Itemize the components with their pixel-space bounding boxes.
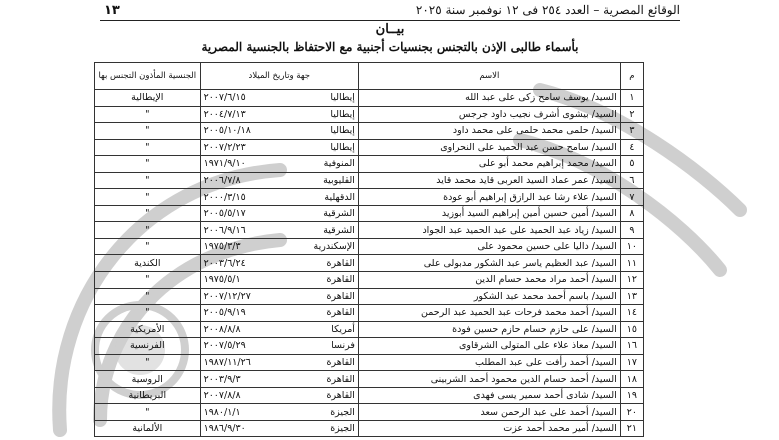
row-number: ١٢	[620, 272, 643, 289]
table-row	[95, 404, 644, 421]
birth-cell	[200, 338, 358, 355]
person-name: السيد/ أمير محمد أحمد عزت	[358, 420, 620, 437]
table-row	[95, 387, 644, 404]
table-body	[95, 90, 644, 437]
birth-date: ٢٠٠٧/٦/١٥	[203, 92, 246, 104]
person-name: السيد/ باسم أحمد محمد عبد الشكور	[358, 288, 620, 305]
header-nationality: الجنسية المأذون التجنس بها	[95, 63, 201, 90]
person-name: السيد/ يوسف سامح زكى على عبد الله	[358, 90, 620, 107]
birth-cell	[200, 255, 358, 272]
birth-place: إيطاليا	[330, 125, 355, 137]
birth-place: القاهرة	[326, 307, 355, 319]
nationality: الألمانية	[95, 420, 201, 437]
person-name: السيد/ معاذ علاء على المتولى الشرقاوى	[358, 338, 620, 355]
birth-cell	[200, 90, 358, 107]
table-row	[95, 156, 644, 173]
birth-date: ١٩٨٧/١١/٢٦	[203, 357, 251, 369]
table-row	[95, 205, 644, 222]
birth-date: ٢٠٠٣/٦/٢٤	[203, 257, 246, 269]
nationality: "	[95, 305, 201, 322]
page-number: ١٣	[104, 2, 120, 18]
birth-place: إيطاليا	[330, 92, 355, 104]
row-number: ١٣	[620, 288, 643, 305]
birth-date: ١٩٧٥/٣/٣	[203, 241, 241, 253]
birth-cell	[200, 371, 358, 388]
birth-date: ٢٠٠٦/٧/٨	[203, 175, 241, 186]
row-number: ١٤	[620, 305, 643, 322]
birth-cell	[200, 305, 358, 322]
nationality: البريطانية	[95, 387, 201, 404]
birth-date: ٢٠٠٧/٥/٢٩	[203, 340, 246, 352]
table-header-row	[95, 63, 644, 90]
nationality: "	[95, 205, 201, 222]
names-table	[94, 62, 644, 437]
birth-place: القاهرة	[326, 390, 355, 402]
birth-place: المنوفية	[323, 158, 355, 170]
table-row	[95, 222, 644, 239]
row-number: ٢	[620, 106, 643, 123]
publication-line: الوقائع المصرية – العدد ٢٥٤ فى ١٢ نوفمبر سنة ٢٠٢٥	[415, 3, 680, 17]
table-row	[95, 305, 644, 322]
birth-cell	[200, 222, 358, 239]
birth-date: ٢٠٠٧/٨/٨	[203, 390, 241, 402]
person-name: السيد/ سامح حسن عبد الحميد على النحراوى	[358, 139, 620, 156]
person-name: السيد/ أحمد حسام الدين محمود أحمد الشربينى	[358, 371, 620, 388]
nationality: "	[95, 189, 201, 206]
birth-date: ٢٠٠٠/٣/١٥	[203, 191, 246, 203]
row-number: ١٧	[620, 354, 643, 371]
document-subtitle: بأسماء طالبى الإذن بالتجنس بجنسيات أجنبية مع الاحتفاظ بالجنسية المصرية	[201, 40, 579, 54]
person-name: السيد/ داليا على حسين محمود على	[358, 238, 620, 255]
row-number: ٧	[620, 189, 643, 206]
row-number: ٢٠	[620, 404, 643, 421]
person-name: السيد/ عبد العظيم ياسر عبد الشكور مدبولى على	[358, 255, 620, 272]
table-row	[95, 354, 644, 371]
birth-date: ١٩٧١/٩/١٠	[203, 158, 246, 170]
person-name: السيد/ أحمد رأفت على عبد المطلب	[358, 354, 620, 371]
person-name: السيد/ أحمد على عبد الرحمن سعد	[358, 404, 620, 421]
birth-place: إيطاليا	[330, 108, 355, 120]
birth-place: الشرقية	[323, 224, 355, 236]
person-name: السيد/ على حازم حسام حازم حسين فودة	[358, 321, 620, 338]
document-title: بيــان	[375, 22, 405, 37]
birth-place: القليوبية	[323, 175, 355, 186]
nationality: الإيطالية	[95, 90, 201, 107]
birth-date: ٢٠٠٤/٧/١٣	[203, 108, 246, 120]
birth-date: ٢٠٠٦/٩/١٦	[203, 224, 246, 236]
person-name: السيد/ علاء رشا عبد الرازق إبراهيم أبو عودة	[358, 189, 620, 206]
birth-date: ٢٠٠٨/٨/٨	[203, 323, 241, 335]
birth-cell	[200, 123, 358, 140]
nationality: "	[95, 139, 201, 156]
birth-place: القاهرة	[326, 357, 355, 369]
birth-place: أمريكا	[331, 323, 355, 335]
table-row	[95, 338, 644, 355]
nationality: "	[95, 123, 201, 140]
table-row	[95, 371, 644, 388]
nationality: "	[95, 238, 201, 255]
birth-cell	[200, 172, 358, 189]
nationality: الكندية	[95, 255, 201, 272]
row-number: ٩	[620, 222, 643, 239]
table-row	[95, 288, 644, 305]
birth-cell	[200, 387, 358, 404]
nationality: الأمريكية	[95, 321, 201, 338]
person-name: السيد/ أحمد محمد فرحات عبد الحميد عبد الرحمن	[358, 305, 620, 322]
birth-date: ٢٠٠٥/٥/١٧	[203, 208, 246, 220]
nationality: "	[95, 404, 201, 421]
birth-place: فرنسا	[331, 340, 355, 352]
header-name: الاسم	[358, 63, 620, 90]
birth-cell	[200, 205, 358, 222]
row-number: ٣	[620, 123, 643, 140]
nationality: "	[95, 222, 201, 239]
birth-place: القاهرة	[326, 290, 355, 302]
birth-place: الإسكندرية	[313, 241, 355, 253]
birth-date: ٢٠٠٧/١٢/٢٧	[203, 290, 251, 302]
birth-date: ١٩٨٠/١/١	[203, 406, 241, 418]
nationality: "	[95, 172, 201, 189]
row-number: ١٨	[620, 371, 643, 388]
row-number: ٥	[620, 156, 643, 173]
nationality: "	[95, 106, 201, 123]
row-number: ١٥	[620, 321, 643, 338]
nationality: الروسية	[95, 371, 201, 388]
table-row	[95, 255, 644, 272]
row-number: ١	[620, 90, 643, 107]
page-header	[100, 0, 680, 21]
person-name: السيد/ بيشوى أشرف نجيب داود جرجس	[358, 106, 620, 123]
birth-date: ٢٠٠٧/٢/٢٣	[203, 141, 246, 153]
table-row	[95, 172, 644, 189]
birth-cell	[200, 354, 358, 371]
person-name: السيد/ حلمى محمد حلمى على محمد داود	[358, 123, 620, 140]
birth-cell	[200, 156, 358, 173]
birth-place: إيطاليا	[330, 141, 355, 153]
birth-cell	[200, 272, 358, 289]
table-row	[95, 238, 644, 255]
person-name: السيد/ عمر عماد السيد العربى قايد محمد قايد	[358, 172, 620, 189]
birth-place: الشرقية	[323, 208, 355, 220]
person-name: السيد/ زياد عبد الحميد على عبد الحميد عبد الجواد	[358, 222, 620, 239]
row-number: ١٩	[620, 387, 643, 404]
nationality: "	[95, 288, 201, 305]
birth-cell	[200, 106, 358, 123]
birth-cell	[200, 288, 358, 305]
table-row	[95, 272, 644, 289]
row-number: ١٦	[620, 338, 643, 355]
birth-place: القاهرة	[326, 274, 355, 286]
birth-date: ١٩٧٥/٥/١	[203, 274, 241, 286]
table-row	[95, 90, 644, 107]
person-name: السيد/ شادى أحمد سمير يسى فهدى	[358, 387, 620, 404]
nationality: "	[95, 354, 201, 371]
birth-date: ٢٠٠٥/٩/١٩	[203, 307, 246, 319]
birth-place: الدقهلية	[324, 191, 355, 203]
header-num: م	[620, 63, 643, 90]
person-name: السيد/ أمين حسين أمين إبراهيم السيد أبوزيد	[358, 205, 620, 222]
person-name: السيد/ محمد إبراهيم محمد أبو على	[358, 156, 620, 173]
table-row	[95, 321, 644, 338]
nationality: "	[95, 156, 201, 173]
birth-cell	[200, 321, 358, 338]
row-number: ٢١	[620, 420, 643, 437]
table-row	[95, 123, 644, 140]
birth-date: ٢٠٠٥/١٠/١٨	[203, 125, 251, 137]
table-row	[95, 106, 644, 123]
header-birth: جهة وتاريخ الميلاد	[200, 63, 358, 90]
birth-place: القاهرة	[326, 257, 355, 269]
person-name: السيد/ أحمد مراد محمد حسام الدين	[358, 272, 620, 289]
nationality: "	[95, 272, 201, 289]
row-number: ٦	[620, 172, 643, 189]
birth-cell	[200, 139, 358, 156]
row-number: ٨	[620, 205, 643, 222]
nationality: الفرنسية	[95, 338, 201, 355]
birth-cell	[200, 404, 358, 421]
table-row	[95, 189, 644, 206]
birth-place: القاهرة	[326, 373, 355, 385]
row-number: ١١	[620, 255, 643, 272]
birth-date: ٢٠٠٣/٩/٣	[203, 373, 241, 385]
birth-date: ١٩٨٦/٩/٣٠	[203, 423, 246, 435]
birth-place: الجيزة	[330, 406, 355, 418]
birth-cell	[200, 238, 358, 255]
row-number: ١٠	[620, 238, 643, 255]
birth-cell	[200, 420, 358, 437]
table-row	[95, 139, 644, 156]
birth-place: الجيزة	[330, 423, 355, 435]
names-table-wrapper	[94, 62, 644, 437]
row-number: ٤	[620, 139, 643, 156]
table-row	[95, 420, 644, 437]
birth-cell	[200, 189, 358, 206]
